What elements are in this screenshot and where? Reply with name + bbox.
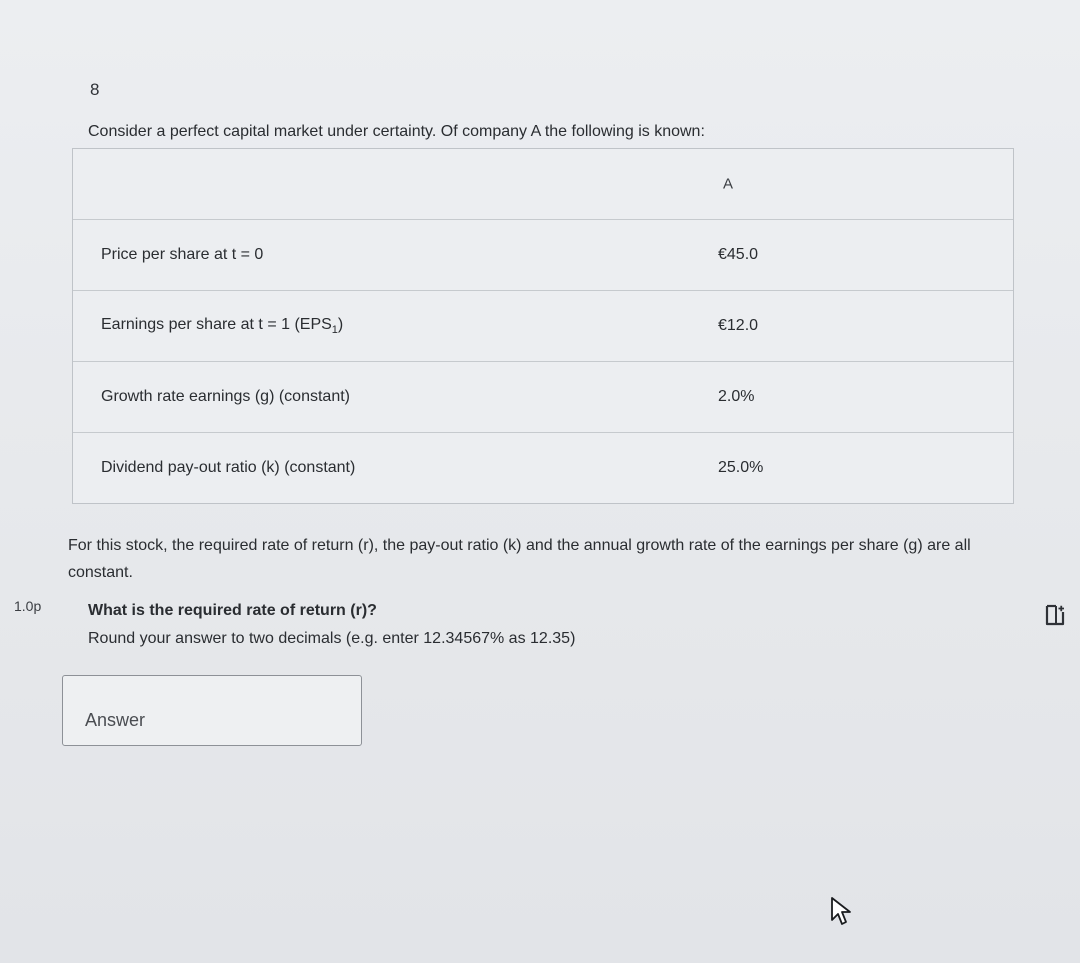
table-row — [73, 433, 1013, 503]
row-label-eps — [101, 316, 343, 336]
row-label-price: Price per share at t = 0 — [101, 246, 264, 263]
row-label-eps-subscript: 1 — [331, 324, 338, 337]
row-value-eps: €12.0 — [718, 317, 759, 334]
row-value-growth: 2.0% — [718, 388, 755, 405]
table-row — [73, 291, 1013, 362]
flag-question-icon[interactable] — [1044, 604, 1066, 626]
question-points: 1.0p — [14, 598, 42, 614]
row-label-growth: Growth rate earnings (g) (constant) — [101, 388, 350, 405]
question-description: For this stock, the required rate of return (r), the pay-out ratio (k) and the annual growth rate of the earnings per share (g) are all constant. — [68, 537, 971, 581]
mouse-pointer-icon — [830, 896, 852, 928]
row-value-price: €45.0 — [718, 246, 759, 263]
question-number: 8 — [90, 80, 100, 99]
row-label-payout: Dividend pay-out ratio (k) (constant) — [101, 459, 356, 476]
column-header-company: A — [723, 175, 734, 193]
question-intro: Consider a perfect capital market under certainty. Of company A the following is known: — [88, 123, 705, 140]
row-value-payout: 25.0% — [718, 459, 764, 476]
table-row — [73, 362, 1013, 433]
answer-input[interactable] — [62, 675, 362, 746]
prompt-question: What is the required rate of return (r)? — [88, 602, 377, 619]
company-data-table — [72, 148, 1014, 504]
prompt-instruction: Round your answer to two decimals (e.g. enter 12.34567% as 12.35) — [88, 630, 576, 647]
question-prompt — [88, 597, 575, 653]
table-header-row — [73, 149, 1013, 220]
table-row — [73, 220, 1013, 291]
row-label-eps-suffix: ) — [337, 315, 344, 333]
row-label-eps-prefix: Earnings per share at t = 1 (EPS — [101, 315, 332, 333]
